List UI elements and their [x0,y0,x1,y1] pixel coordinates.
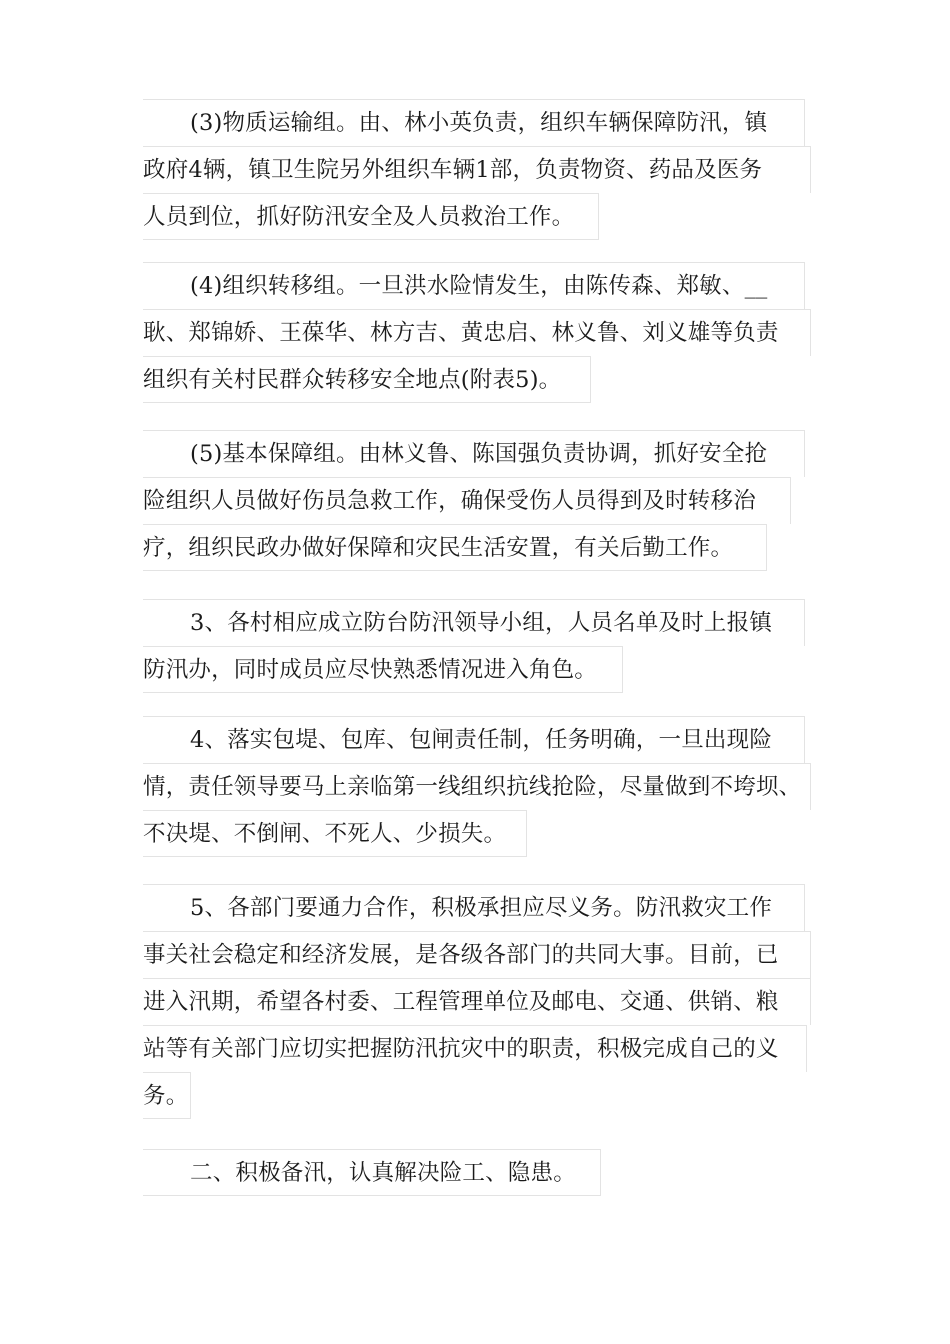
paragraph-material-transport [143,99,811,240]
text-line: 进入汛期，希望各村委、工程管理单位及邮电、交通、供销、粮 [143,978,811,1025]
section-heading-flood-preparation [143,1149,601,1196]
text-line: 4、落实包堤、包库、包闸责任制，任务明确，一旦出现险 [143,716,805,763]
paragraph-basic-support [143,430,805,571]
paragraph-evacuation-group [143,262,811,403]
paragraph-department-cooperation [143,884,811,1119]
text-line: 耿、郑锦娇、王葆华、林方吉、黄忠启、林义鲁、刘义雄等负责 [143,309,811,356]
text-line: 险组织人员做好伤员急救工作，确保受伤人员得到及时转移治 [143,477,791,524]
text-line: 情，责任领导要马上亲临第一线组织抗线抢险，尽量做到不垮坝、 [143,763,811,810]
text-line: (5)基本保障组。由林义鲁、陈国强负责协调，抓好安全抢 [143,430,805,477]
text-line: 人员到位，抓好防汛安全及人员救治工作。 [143,193,599,240]
text-line: 政府4辆，镇卫生院另外组织车辆1部，负责物资、药品及医务 [143,146,811,193]
text-line: 务。 [143,1072,191,1119]
text-line: 3、各村相应成立防台防汛领导小组，人员名单及时上报镇 [143,599,805,646]
text-line: 事关社会稳定和经济发展，是各级各部门的共同大事。目前，已 [143,931,811,978]
paragraph-responsibility-system [143,716,811,857]
text-line: 疗，组织民政办做好保障和灾民生活安置，有关后勤工作。 [143,524,767,571]
text-line: 防汛办，同时成员应尽快熟悉情况进入角色。 [143,646,623,693]
text-line: 二、积极备汛，认真解决险工、隐患。 [143,1149,601,1196]
text-line: 不决堤、不倒闸、不死人、少损失。 [143,810,527,857]
text-line: 组织有关村民群众转移安全地点(附表5)。 [143,356,591,403]
text-line: 站等有关部门应切实把握防汛抗灾中的职责，积极完成自己的义 [143,1025,807,1072]
text-line: (4)组织转移组。一旦洪水险情发生，由陈传森、郑敏、__ [143,262,805,309]
text-line: 5、各部门要通力合作，积极承担应尽义务。防汛救灾工作 [143,884,805,931]
paragraph-village-leadership [143,599,805,693]
text-line: (3)物质运输组。由、林小英负责，组织车辆保障防汛，镇 [143,99,805,146]
